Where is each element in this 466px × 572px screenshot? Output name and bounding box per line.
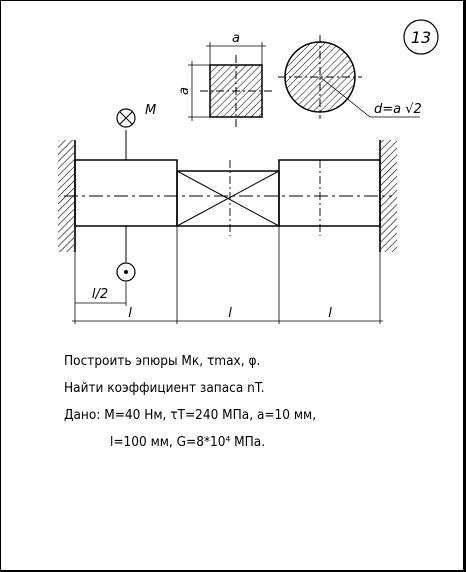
task-line-1: Построить эпюры Mк, τmax, φ. <box>64 353 261 369</box>
round-cross-section <box>278 35 422 119</box>
shaft-middle-segment <box>177 171 279 226</box>
shaft-right-segment <box>279 160 380 226</box>
dim-a-top: a <box>232 31 240 46</box>
task-line-2: Найти коэффициент запаса nT. <box>64 380 265 396</box>
dim-half-length: l/2 <box>91 287 109 302</box>
shaft-left-segment <box>75 160 177 226</box>
moment-label: M <box>145 103 157 118</box>
moment-applied-top <box>117 103 156 160</box>
problem-number-badge <box>404 20 438 54</box>
task-line-3: Дано: M=40 Нм, τT=240 МПа, a=10 мм, <box>64 407 317 423</box>
moment-applied-bottom <box>117 226 135 306</box>
task-line-4: l=100 мм, G=8*10⁴ МПа. <box>110 434 266 450</box>
diameter-label: d=a √2 <box>374 102 422 117</box>
problem-number: 13 <box>410 28 432 47</box>
dim-length-3: l <box>328 306 332 321</box>
dim-length-2: l <box>228 306 232 321</box>
task-text <box>64 348 454 456</box>
dim-a-left: a <box>177 87 192 95</box>
dim-length-1: l <box>128 306 132 321</box>
square-cross-section <box>177 31 272 127</box>
